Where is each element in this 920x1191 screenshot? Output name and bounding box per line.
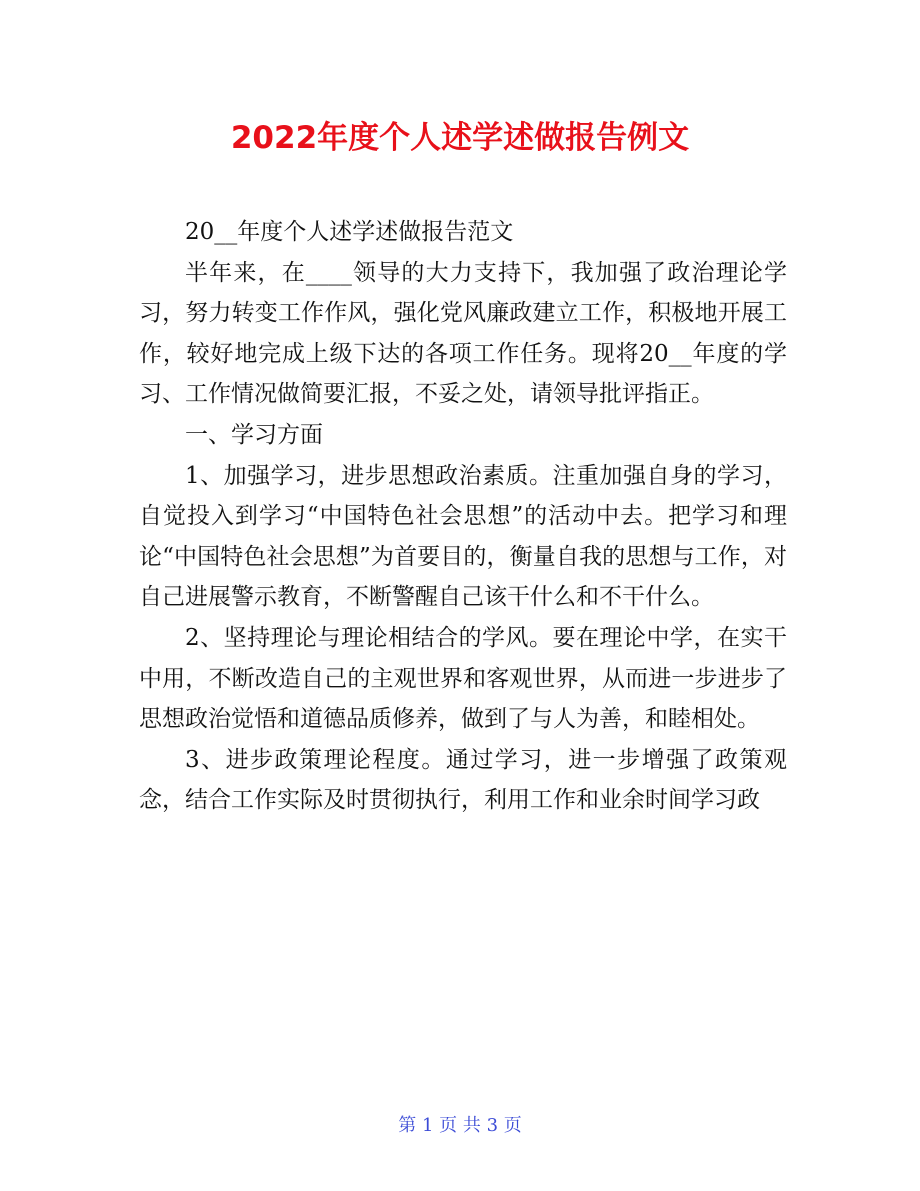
document-body bbox=[139, 212, 787, 821]
paragraph-item-2: 2、坚持理论与理论相结合的学风。要在理论中学，在实干中用，不断改造自己的主观世界和客观世界，从而进一步进步了思想政治觉悟和道德品质修养，做到了与人为善，和睦相处。 bbox=[139, 624, 787, 733]
paragraph-item-3: 3、进步政策理论程度。通过学习，进一步增强了政策观念，结合工作实际及时贯彻执行，利用工作和业余时间学习政 bbox=[139, 746, 787, 814]
paragraph-intro: 半年来，在____领导的大力支持下，我加强了政治理论学习，努力转变工作作风，强化党风廉政建立工作，积极地开展工作，较好地完成上级下达的各项工作任务。现将20__年度的学习、工作情况做简要汇报，不妥之处，请领导批评指正。 bbox=[139, 259, 787, 408]
page-footer: 第 1 页 共 3 页 bbox=[398, 1115, 522, 1136]
page-title: 2022年度个人述学述做报告例文 bbox=[230, 120, 690, 156]
paragraph-section-heading: 一、学习方面 bbox=[185, 421, 323, 448]
paragraph-item-1: 1、加强学习，进步思想政治素质。注重加强自身的学习，自觉投入到学习“中国特色社会思想”的活动中去。把学习和理论“中国特色社会思想”为首要目的，衡量自我的思想与工作，对自己进展警示教育，不断警醒自己该干什么和不干什么。 bbox=[139, 462, 787, 611]
paragraph-subtitle: 20__年度个人述学述做报告范文 bbox=[185, 219, 514, 245]
